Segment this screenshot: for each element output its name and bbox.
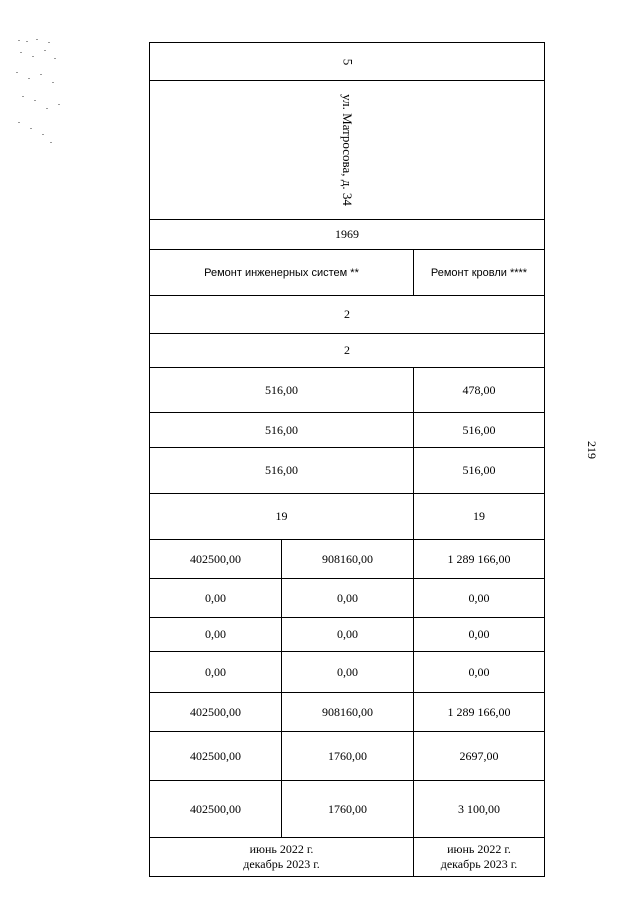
table-cell: 0,00 [281, 579, 413, 617]
table-row-year [150, 220, 544, 250]
table-cell: 1 289 166,00 [413, 540, 544, 578]
table-cell: 516,00 [265, 422, 298, 437]
table-cell: 516,00 [265, 463, 298, 477]
period-start: июнь 2022 г. [447, 842, 511, 856]
table-cell: 3 100,00 [413, 781, 544, 837]
table-row [150, 579, 544, 618]
table-cell: 0,00 [205, 590, 226, 605]
table-cell: 2 [344, 307, 350, 321]
table-cell: 0,00 [281, 618, 413, 651]
table-cell: 0,00 [281, 652, 413, 692]
page-number: 219 [585, 441, 599, 459]
work-type-cell: Ремонт инженерных систем ** [204, 266, 359, 279]
table-cell: 1760,00 [281, 781, 413, 837]
table-cell: 402500,00 [190, 551, 241, 566]
period-end: декабрь 2023 г. [243, 857, 320, 871]
table-cell [150, 43, 544, 80]
table-cell: 0,00 [413, 618, 544, 651]
table-row [150, 413, 544, 448]
table-cell: 1760,00 [281, 732, 413, 780]
table-cell [150, 81, 544, 219]
table-cell: 516,00 [265, 382, 298, 397]
row-index: 5 [340, 58, 355, 65]
table-cell: 1969 [335, 227, 359, 241]
period-end: декабрь 2023 г. [440, 857, 518, 871]
scan-artifact [14, 38, 64, 148]
table-row [150, 494, 544, 540]
table-row [150, 368, 544, 413]
address: ул. Матросова, д. 34 [339, 94, 355, 206]
table-cell: 908160,00 [281, 693, 413, 731]
table-cell: 19 [275, 509, 288, 523]
table-row-address [150, 81, 544, 220]
table-cell: 516,00 [413, 413, 544, 447]
period-cell [150, 838, 413, 876]
table-row-work-type [150, 250, 544, 296]
table-cell: 0,00 [413, 579, 544, 617]
period-cell [413, 838, 544, 876]
data-table [149, 42, 545, 877]
table-cell: 402500,00 [190, 748, 241, 763]
table-row [150, 618, 544, 652]
period-start: июнь 2022 г. [249, 842, 314, 856]
table-row-index [150, 43, 544, 81]
table-cell: 1 289 166,00 [413, 693, 544, 731]
table-row [150, 693, 544, 732]
table-cell: 0,00 [413, 652, 544, 692]
table-cell: 516,00 [413, 448, 544, 493]
table-cell: 0,00 [205, 664, 226, 679]
table-cell: 402500,00 [190, 704, 241, 719]
table-row [150, 540, 544, 579]
table-row [150, 652, 544, 693]
table-cell: 2 [344, 343, 350, 357]
table-row [150, 448, 544, 494]
table-row [150, 334, 544, 368]
work-type-cell: Ремонт кровли **** [413, 250, 544, 295]
table-row [150, 781, 544, 838]
table-cell: 19 [413, 494, 544, 539]
table-cell: 0,00 [205, 627, 226, 641]
table-cell: 478,00 [413, 368, 544, 412]
table-row [150, 732, 544, 781]
table-row [150, 296, 544, 334]
table-row-period [150, 838, 544, 876]
table-cell: 402500,00 [190, 801, 241, 816]
table-cell: 908160,00 [281, 540, 413, 578]
table-cell: 2697,00 [413, 732, 544, 780]
